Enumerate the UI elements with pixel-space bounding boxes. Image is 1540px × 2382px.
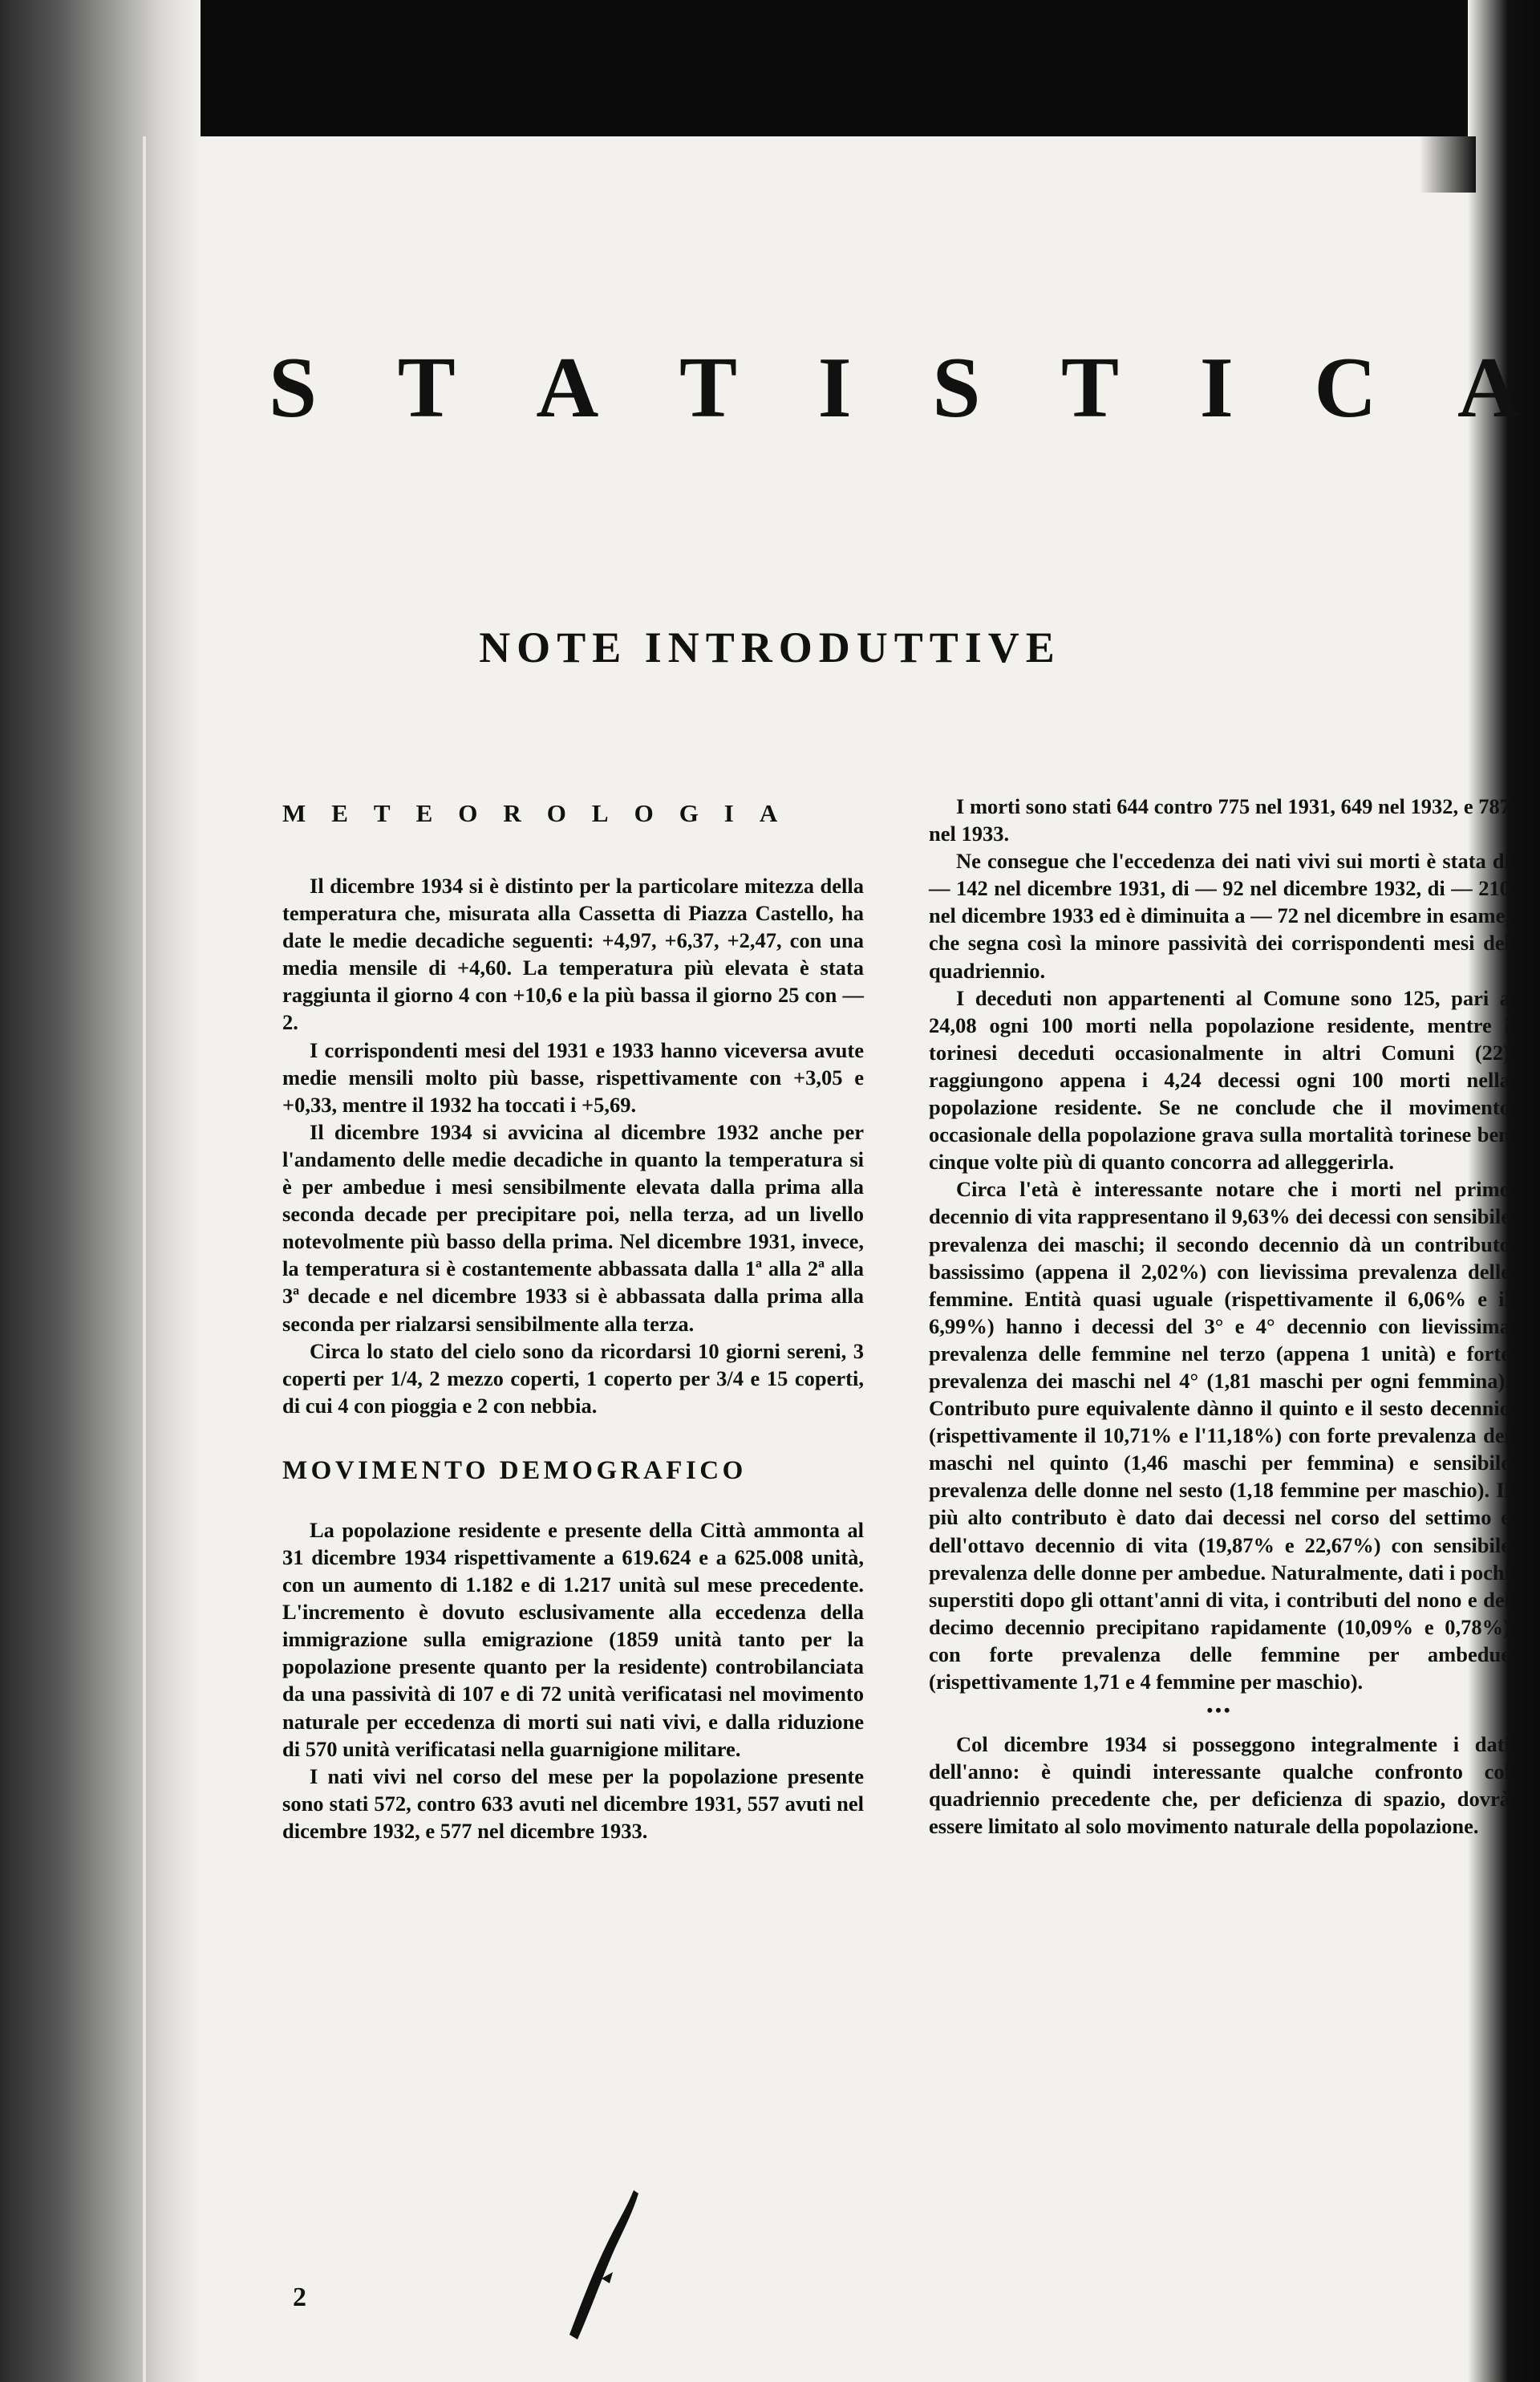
- page-title: [269, 340, 1520, 436]
- scan-dark-top-border: [0, 0, 1540, 136]
- title-letter: T: [397, 340, 456, 436]
- movimento-body: [282, 1516, 864, 1844]
- right-paragraph: Ne consegue che l'eccedenza dei nati vivi sui morti è stata di — 142 nel dicembre 1931, di — 92 nel dicembre 1932, di — 210 nel dicembre 1933 ed è diminuita a — 72 nel dicembre in esame, che segna così la minore passività dei corrispondenti mesi del quadriennio.: [929, 849, 1510, 983]
- scan-left-edge-highlight: [143, 136, 146, 2382]
- meteorologia-paragraph: Il dicembre 1934 si avvicina al dicembre 1932 anche per l'andamento delle medie decadiche in quanto la temperatura si è per ambedue i mesi sensibilmente elevata dalla prima alla seconda decade per precipitare poi, nella terza, ad un livello notevolmente più basso della prima. Nel dicembre 1931, invece, la temperatura si è costantemente abbassata dalla 1ª alla 2ª alla 3ª decade e nel dicembre 1933 si è abbassata dalla prima alla seconda per rialzarsi sensibilmente alla terza.: [282, 1119, 864, 1336]
- page-subtitle: NOTE INTRODUTTIVE: [479, 623, 1061, 672]
- right-column: [929, 793, 1510, 1840]
- page-number: 2: [293, 2283, 306, 2312]
- title-letter: C: [1314, 340, 1377, 436]
- movimento-demografico-heading: MOVIMENTO DEMOGRAFICO: [282, 1455, 747, 1485]
- left-column: [282, 793, 864, 1844]
- title-letter: I: [817, 340, 852, 436]
- right-paragraph: I morti sono stati 644 contro 775 nel 1931, 649 nel 1932, e 787 nel 1933.: [929, 794, 1510, 846]
- title-letter: T: [679, 340, 738, 436]
- ink-stroke-mark: [553, 2182, 650, 2343]
- meteorologia-paragraph: I corrispondenti mesi del 1931 e 1933 hanno viceversa avute medie mensili molto più basse, rispettivamente con +3,05 e +0,33, mentre il 1932 ha toccati i +5,69.: [282, 1037, 864, 1117]
- title-letter: S: [932, 340, 981, 436]
- section-separator: •••: [1206, 1700, 1233, 1721]
- meteorologia-paragraph: Circa lo stato del cielo sono da ricordarsi 10 giorni sereni, 3 coperti per 1/4, 2 mezzo coperti, 1 coperto per 3/4 e 15 coperti, di cui 4 con pioggia e 2 con nebbia.: [282, 1338, 864, 1418]
- movimento-paragraph: La popolazione residente e presente della Città ammonta al 31 dicembre 1934 rispettivamente a 619.624 e a 625.008 unità, con un aumento di 1.182 e di 1.217 unità sul mese precedente. L'incremento è dovuto esclusivamente alla eccedenza della immigrazione sulla emigrazione (1859 unità tanto per la popolazione presente quanto per la residente) controbilanciata da una passività di 107 e di 72 unità verificatasi nel movimento naturale per eccedenza di morti sui nati vivi, e dalla riduzione di 570 unità verificatasi nella guarnigione militare.: [282, 1517, 864, 1761]
- meteorologia-paragraph: Il dicembre 1934 si è distinto per la particolare mitezza della temperatura che, misurata alla Cassetta di Piazza Castello, ha date le medie decadiche seguenti: +4,97, +6,37, +2,47, con una media mensile di +4,60. La temperatura più elevata è stata raggiunta il giorno 4 con +10,6 e la più bassa il giorno 25 con — 2.: [282, 874, 864, 1035]
- closing-paragraph: Col dicembre 1934 si posseggono integralmente i dati dell'anno: è quindi interessante qualche confronto col quadriennio precedente che, per deficienza di spazio, dovrà essere limitato al solo movimento naturale della popolazione.: [929, 1732, 1510, 1839]
- meteorologia-heading: METEOROLOGIA: [282, 799, 804, 827]
- title-letter: S: [269, 340, 318, 436]
- right-paragraph: I deceduti non appartenenti al Comune sono 125, pari a 24,08 ogni 100 morti nella popolazione residente, mentre i torinesi deceduti occasionalmente in altri Comuni (22) raggiungono appena i 4,24 decessi ogni 100 morti nella popolazione residente. Se ne conclude che il movimento occasionale della popolazione grava sulla mortalità torinese ben cinque volte più di quanto concorra ad alleggerirla.: [929, 985, 1510, 1175]
- title-letter: A: [1457, 340, 1520, 436]
- scan-left-binding-shadow: [0, 0, 201, 2382]
- scan-corner-shadow: [1420, 136, 1476, 193]
- title-letter: T: [1061, 340, 1120, 436]
- title-letter: I: [1199, 340, 1234, 436]
- right-paragraph: Circa l'età è interessante notare che i morti nel primo decennio di vita rappresentano il 9,63% dei decessi con sensibile prevalenza dei maschi; il secondo decennio dà un contributo bassissimo (appena il 2,02%) con lievissima prevalenza delle femmine. Entità quasi uguale (rispettivamente il 6,06% e il 6,99%) hanno i decessi del 3° e 4° decennio con lievissima prevalenza delle femmine nel terzo (appena 1 unità) e forte prevalenza dei maschi nel 4° (1,81 maschi per ogni femmina). Contributo pure equivalente dànno il quinto e il sesto decennio (rispettivamente il 10,71% e l'11,18%) con forte prevalenza dei maschi nel quinto (1,46 maschi per femmina) e sensibile prevalenza delle donne nel sesto (1,18 femmine per maschio). Il più alto contributo è dato dai decessi nel corso del settimo e dell'ottavo decennio di vita (19,87% e 22,67%) con sensibile prevalenza delle donne per ambedue. Naturalmente, dati i pochi superstiti dopo gli ottant'anni di vita, i contributi del nono e del decimo decennio precipitano rapidamente (10,09% e 0,78%) con forte prevalenza delle femmine per ambedue (rispettivamente 1,71 e 4 femmine per maschio).: [929, 1177, 1510, 1694]
- title-letter: A: [536, 340, 599, 436]
- movimento-paragraph: I nati vivi nel corso del mese per la popolazione presente sono stati 572, contro 633 avuti nel dicembre 1931, 557 avuti nel dicembre 1932, e 577 nel dicembre 1933.: [282, 1763, 864, 1843]
